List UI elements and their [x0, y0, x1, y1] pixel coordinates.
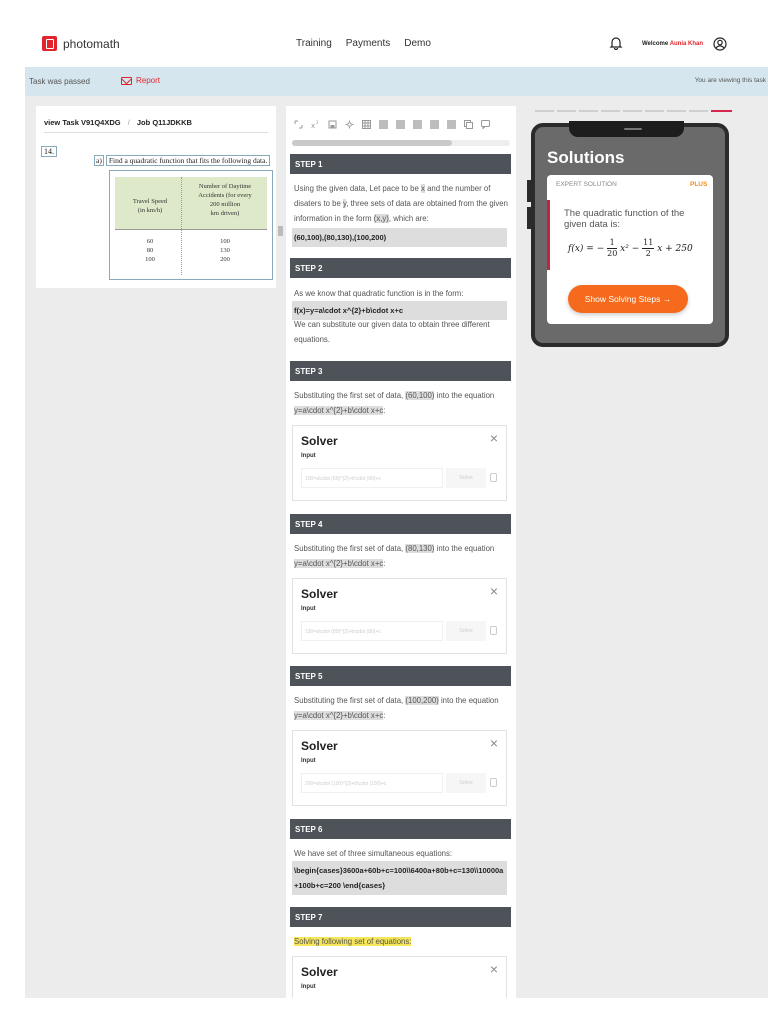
- question-text: Find a quadratic function that fits the following data.: [106, 155, 271, 166]
- step-1-header: STEP 1: [290, 154, 511, 174]
- exponent-tool-icon[interactable]: [311, 120, 320, 129]
- solve-button[interactable]: Solve: [446, 773, 486, 793]
- close-icon[interactable]: ×: [489, 735, 498, 751]
- format-tool-icon[interactable]: [396, 120, 405, 129]
- solver-input-label: Input: [301, 984, 316, 990]
- header-divider: [115, 229, 267, 230]
- header-line: Travel Speed: [132, 198, 168, 205]
- formula-part: f(x) = −: [568, 244, 605, 254]
- header-separator: /: [127, 118, 130, 127]
- job-label: Job: [136, 118, 151, 127]
- step-1-data-sets: (60,100),(80,130),(100,200): [292, 228, 507, 247]
- math-highlight: y: [342, 199, 347, 208]
- step-6-text: We have set of three simultaneous equations:: [294, 849, 453, 858]
- math-highlight: (100,200): [405, 696, 439, 705]
- step-text-part: :: [383, 711, 386, 720]
- step-text-part: , three sets of data are obtained from the given information in the form: [294, 199, 508, 223]
- table-cell: 100: [145, 256, 155, 263]
- column-header-speed: [124, 197, 176, 215]
- solver-widget: [292, 578, 507, 654]
- show-solving-steps-button[interactable]: [568, 285, 688, 313]
- editor-toolbar: [292, 113, 510, 135]
- solver-title: Solver: [301, 739, 338, 753]
- nav-link-demo[interactable]: Demo: [404, 38, 431, 49]
- step-5-text: [294, 693, 508, 723]
- solver-widget: [292, 730, 507, 806]
- question-part: a): [96, 156, 102, 165]
- header-line: km driven): [210, 210, 240, 217]
- solutions-title: Solutions: [547, 148, 625, 167]
- step-2-text-2: We can substitute our given data to obtain three different equations.: [294, 320, 490, 344]
- header-line: Accidents (for every: [198, 192, 252, 199]
- viewing-notice: You are viewing this task: [694, 77, 766, 84]
- svg-text:2: 2: [316, 119, 319, 125]
- photomath-logo-icon: [42, 36, 57, 51]
- solver-input[interactable]: 130=a\cdot (80)^{2}+b\cdot (80)+c: [301, 621, 443, 641]
- preview-tab[interactable]: [623, 110, 642, 112]
- column-header-accidents: [186, 182, 264, 218]
- preview-tabs: [535, 110, 732, 114]
- welcome-text: [642, 41, 703, 47]
- step-text-part: Substituting the first set of data,: [294, 544, 406, 553]
- copy-tool-icon[interactable]: [464, 120, 473, 129]
- preview-tab[interactable]: [645, 110, 664, 112]
- math-highlight: (60,100): [405, 391, 435, 400]
- question-prompt: [94, 156, 304, 165]
- step-text-part: , which are:: [388, 214, 429, 223]
- solver-widget: [292, 956, 507, 998]
- solver-title: Solver: [301, 587, 338, 601]
- table-cell: 80: [146, 247, 154, 254]
- light-tool-icon[interactable]: [345, 120, 354, 129]
- report-label: Report: [136, 76, 161, 85]
- header-line: Number of Daytime: [198, 183, 252, 190]
- format-tool-icon[interactable]: [430, 120, 439, 129]
- step-7-header: STEP 7: [290, 907, 511, 927]
- math-highlight: y=a\cdot x^{2}+b\cdot x+c: [294, 711, 384, 720]
- step-3-header: STEP 3: [290, 361, 511, 381]
- step-text-part: into the equation: [434, 544, 495, 553]
- solver-title: Solver: [301, 965, 338, 979]
- fraction: [607, 238, 617, 259]
- save-tool-icon[interactable]: [328, 120, 337, 129]
- step-3-text: [294, 388, 508, 418]
- formula-part: x + 250: [657, 244, 693, 254]
- user-name: Aunia Khan: [669, 41, 704, 47]
- solve-button[interactable]: Solve: [446, 468, 486, 488]
- close-icon[interactable]: ×: [489, 430, 498, 446]
- task-id: V91Q4XDG: [80, 118, 121, 127]
- step-text-part: and the number of disaters to be: [294, 184, 491, 208]
- close-icon[interactable]: ×: [489, 583, 498, 599]
- step-2-formula: f(x)=y=a\cdot x^{2}+b\cdot x+c: [292, 301, 507, 320]
- step-text-part: Substituting the first set of data,: [294, 696, 406, 705]
- preview-tab[interactable]: [689, 110, 708, 112]
- solver-widget: [292, 425, 507, 501]
- step-2-text: As we know that quadratic function is in the form:: [294, 289, 464, 298]
- math-highlight: (x,y): [373, 214, 389, 223]
- task-header: [44, 118, 192, 127]
- report-button[interactable]: [121, 76, 160, 85]
- math-highlight: y=a\cdot x^{2}+b\cdot x+c: [294, 406, 384, 415]
- nav-link-training[interactable]: Training: [296, 38, 332, 49]
- transform-tool-icon[interactable]: [294, 120, 303, 129]
- preview-tab[interactable]: [535, 110, 554, 112]
- comment-tool-icon[interactable]: [481, 120, 490, 129]
- task-passed-status: Task was passed: [29, 77, 90, 86]
- data-table: [109, 170, 273, 280]
- user-account-icon[interactable]: [713, 37, 727, 51]
- math-highlight: x: [421, 184, 425, 193]
- svg-text:x: x: [311, 121, 316, 129]
- preview-tab[interactable]: [579, 110, 598, 112]
- preview-tab[interactable]: [601, 110, 620, 112]
- math-highlight: (80,130): [405, 544, 435, 553]
- step-4-text: [294, 541, 508, 571]
- format-tool-icon[interactable]: [447, 120, 456, 129]
- step-6-header: STEP 6: [290, 819, 511, 839]
- solver-input[interactable]: 200=a\cdot (100)^{2}+b\cdot (100)+c: [301, 773, 443, 793]
- welcome-prefix: Welcome: [642, 41, 669, 47]
- fraction: [642, 238, 654, 259]
- table-cell: 200: [220, 256, 230, 263]
- step-7-text: [294, 934, 508, 949]
- header-line: (in km/h): [137, 207, 163, 214]
- expert-solution-label: EXPERT SOLUTION: [556, 181, 617, 188]
- math-highlight: y=a\cdot x^{2}+b\cdot x+c: [294, 559, 384, 568]
- numerator: 1: [607, 238, 617, 249]
- phone-speaker: [624, 128, 642, 130]
- preview-tab-active[interactable]: [711, 110, 732, 112]
- panel-resize-handle[interactable]: [278, 226, 283, 236]
- step-5-header: STEP 5: [290, 666, 511, 686]
- card-accent-bar: [547, 200, 550, 270]
- step-text-part: :: [383, 406, 386, 415]
- solver-input-label: Input: [301, 606, 316, 612]
- table-cell: 60: [146, 238, 154, 245]
- accident-values: [186, 237, 264, 264]
- copy-icon[interactable]: [490, 778, 497, 787]
- step-6-equations: \begin{cases}3600a+60b+c=100\\6400a+80b+c=130\\10000a+100b+c=200 \end{cases}: [292, 861, 507, 895]
- table-cell: 130: [220, 247, 230, 254]
- solver-input-label: Input: [301, 758, 316, 764]
- view-task-label: view Task: [44, 118, 79, 127]
- formula-part: x² −: [620, 244, 640, 254]
- step-4-header: STEP 4: [290, 514, 511, 534]
- format-tool-icon[interactable]: [413, 120, 422, 129]
- top-nav: [0, 0, 768, 66]
- format-tool-icon[interactable]: [379, 120, 388, 129]
- brand-logo[interactable]: [42, 36, 120, 51]
- brand-name: photomath: [63, 36, 120, 51]
- table-tool-icon[interactable]: [362, 120, 371, 129]
- step-text-part: Using the given data, Let pace to be: [294, 184, 422, 193]
- denominator: 20: [607, 249, 618, 258]
- speed-values: [124, 237, 176, 264]
- solution-formula: [568, 238, 708, 268]
- button-label: Show Solving Steps: [584, 294, 661, 304]
- preview-tab[interactable]: [557, 110, 576, 112]
- step-1-text: [294, 181, 508, 226]
- divider: [44, 132, 268, 133]
- step-2-header: STEP 2: [290, 258, 511, 278]
- plus-badge: PLUS: [690, 181, 708, 188]
- solver-input-label: Input: [301, 453, 316, 459]
- arrow-right-icon: →: [662, 294, 672, 304]
- mail-icon: [121, 77, 132, 85]
- header-line: 200 million: [209, 201, 241, 208]
- job-id: Q11JDKKB: [152, 118, 192, 127]
- question-number: 14.: [41, 146, 57, 157]
- scrollbar-thumb[interactable]: [292, 140, 452, 146]
- task-panel: [36, 106, 276, 288]
- nav-links: [296, 38, 431, 49]
- copy-icon[interactable]: [490, 473, 497, 482]
- close-icon[interactable]: ×: [489, 961, 498, 977]
- solver-title: Solver: [301, 434, 338, 448]
- step-text-part: into the equation: [434, 391, 495, 400]
- table-cell: 100: [220, 238, 230, 245]
- column-divider: [181, 177, 182, 275]
- task-status-bar: [25, 67, 768, 96]
- step-text-part: :: [383, 559, 386, 568]
- highlighted-text: Solving following set of equations:: [294, 937, 412, 946]
- toolbar-scrollbar[interactable]: [292, 140, 510, 146]
- notification-bell-icon[interactable]: [609, 36, 623, 50]
- denominator: 2: [645, 249, 651, 258]
- step-text-part: into the equation: [438, 696, 499, 705]
- solver-input[interactable]: 100=a\cdot (60)^{2}+b\cdot (60)+c: [301, 468, 443, 488]
- copy-icon[interactable]: [490, 626, 497, 635]
- preview-tab[interactable]: [667, 110, 686, 112]
- numerator: 11: [643, 238, 654, 247]
- solution-description: The quadratic function of the given data is:: [564, 208, 685, 230]
- solve-button[interactable]: Solve: [446, 621, 486, 641]
- step-text-part: Substituting the first set of data,: [294, 391, 406, 400]
- nav-link-payments[interactable]: Payments: [345, 38, 391, 49]
